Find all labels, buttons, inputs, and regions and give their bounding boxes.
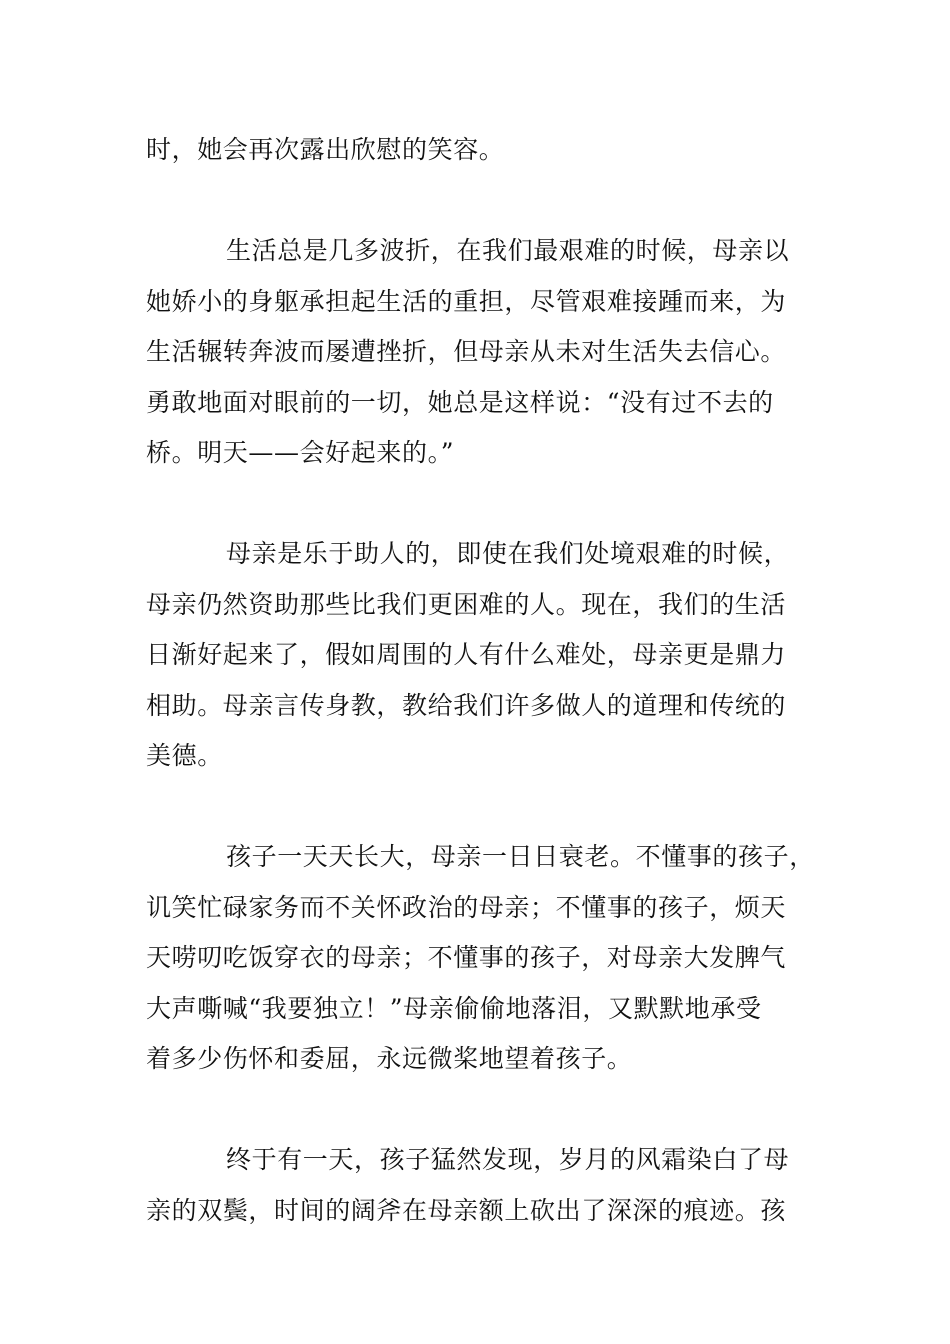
paragraph-gap (146, 782, 826, 833)
paragraph-line: 着多少伤怀和委屈，永远微桨地望着孩子。 (146, 1044, 633, 1073)
paragraph-line: 生活总是几多波折，在我们最艰难的时候，母亲以 (226, 236, 790, 265)
paragraph-line: 大声嘶喊“我要独立！”母亲偷偷地落泪，又默默地承受 (146, 993, 762, 1023)
paragraph-4 (146, 832, 826, 1085)
paragraph-line: 勇敢地面对眼前的一切，她总是这样说：“没有过不去的 (146, 387, 774, 417)
paragraph-line: 天唠叨吃饭穿衣的母亲；不懂事的孩子，对母亲大发脾气 (146, 943, 787, 972)
paragraph-gap (146, 479, 826, 530)
paragraph-line: 讥笑忙碌家务而不关怀政治的母亲；不懂事的孩子，烦天 (146, 892, 787, 922)
paragraph-3 (146, 529, 826, 782)
document-body (146, 125, 826, 1236)
paragraph-gap (146, 176, 826, 227)
paragraph-5 (146, 1135, 826, 1236)
paragraph-1 (146, 125, 826, 176)
paragraph-gap (146, 1085, 826, 1136)
paragraph-line: 桥。明天——会好起来的。” (146, 438, 455, 467)
paragraph-line: 终于有一天，孩子猛然发现，岁月的风霜染白了母 (226, 1145, 790, 1174)
paragraph-line: 亲的双鬓，时间的阔斧在母亲额上砍出了深深的痕迹。孩 (146, 1195, 787, 1225)
paragraph-line: 美德。 (146, 741, 223, 770)
paragraph-line: 她娇小的身躯承担起生活的重担，尽管艰难接踵而来，为 (146, 286, 787, 316)
paragraph-line: 时，她会再次露出欣慰的笑容。 (146, 135, 505, 164)
paragraph-2 (146, 226, 826, 479)
paragraph-line: 孩子一天天长大，母亲一日日衰老。不懂事的孩子， (226, 842, 815, 871)
paragraph-line: 日渐好起来了，假如周围的人有什么难处，母亲更是鼎力 (146, 640, 787, 669)
paragraph-line: 生活辗转奔波而屡遭挫折，但母亲从未对生活失去信心。 (146, 337, 787, 366)
paragraph-line: 相助。母亲言传身教，教给我们许多做人的道理和传统的 (146, 690, 787, 720)
paragraph-line: 母亲是乐于助人的，即使在我们处境艰难的时候， (226, 539, 790, 568)
paragraph-line: 母亲仍然资助那些比我们更困难的人。现在，我们的生活 (146, 589, 787, 619)
